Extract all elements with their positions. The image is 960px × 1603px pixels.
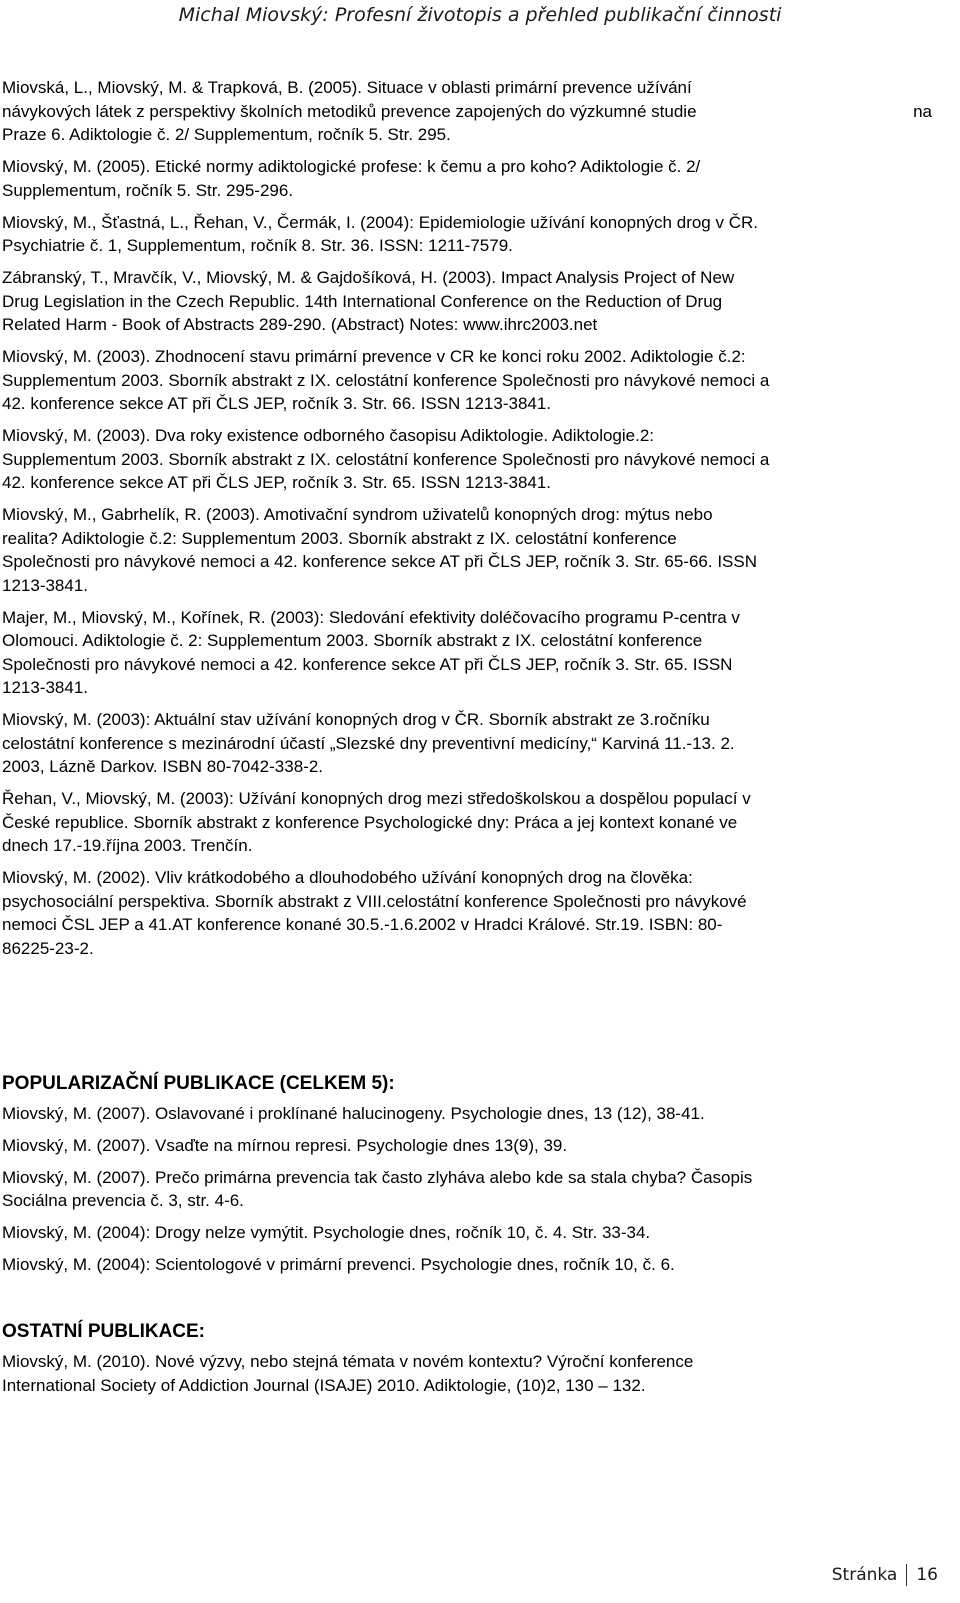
publication-line: Miovský, M. (2004): Drogy nelze vymýtit. Psychologie dnes, ročník 10, č. 4. Str. 33-34. — [2, 1223, 651, 1242]
publication-entry — [2, 1253, 932, 1277]
publication-line: Zábranský, T., Mravčík, V., Miovský, M. & Gajdošíková, H. (2003). Impact Analysis Project of New — [2, 268, 735, 287]
publication-line: Psychiatrie č. 1, Supplementum, ročník 8. Str. 36. ISSN: 1211-7579. — [2, 236, 513, 255]
publication-line: Related Harm - Book of Abstracts 289-290. (Abstract) Notes: www.ihrc2003.net — [2, 315, 598, 334]
section-heading-popular: POPULARIZAČNÍ PUBLIKACE (CELKEM 5): — [2, 1072, 395, 1094]
popular-publication-list — [2, 1102, 932, 1277]
publication-entry — [2, 155, 932, 202]
other-publication-list — [2, 1350, 932, 1397]
publication-line: celostátní konference s mezinárodní účastí „Slezské dny preventivní medicíny,“ Karviná 11.-13. 2. — [2, 733, 735, 753]
page-label: Stránka — [831, 1565, 898, 1585]
publication-line-text: návykových látek z perspektivy školních metodiků prevence zapojených do výzkumné studie — [2, 101, 697, 121]
publication-line: 1213-3841. — [2, 678, 89, 697]
publication-line: Společnosti pro návykové nemoci a 42. konference sekce AT při ČLS JEP, ročník 3. Str. 65-66. ISSN — [2, 552, 758, 571]
publication-line: dnech 17.-19.října 2003. Trenčín. — [2, 836, 253, 855]
publication-line: 86225-23-2. — [2, 938, 94, 958]
publication-line: Miovský, M. (2007). Prečo primárna prevencia tak často zlyháva alebo kde sa stala chyba? Časopis — [2, 1167, 753, 1187]
publication-entry — [2, 866, 932, 960]
publication-entry — [2, 345, 932, 416]
publication-entry — [2, 1102, 932, 1126]
publication-entry — [2, 1221, 932, 1245]
publication-entry — [2, 606, 932, 700]
publication-entry — [2, 76, 932, 147]
publication-line: Miovský, M. (2004): Scientologové v primární prevenci. Psychologie dnes, ročník 10, č. 6. — [2, 1255, 675, 1274]
publication-line-trailing: na — [913, 101, 932, 121]
publication-line: Miovský, M. (2005). Etické normy adiktologické profese: k čemu a pro koho? Adiktologie č. 2/ — [2, 157, 701, 176]
publication-line: International Society of Addiction Journal (ISAJE) 2010. Adiktologie, (10)2, 130 – 132. — [2, 1375, 646, 1395]
publication-line: Miovský, M. (2007). Oslavované i proklínané halucinogeny. Psychologie dnes, 13 (12), 38-41. — [2, 1103, 705, 1123]
publication-line: Miovská, L., Miovský, M. & Trapková, B. (2005). Situace v oblasti primární prevence užívání — [2, 78, 692, 97]
publication-line: 1213-3841. — [2, 575, 89, 595]
publication-line: Miovský, M. (2002). Vliv krátkodobého a dlouhodobého užívání konopných drog na člověka: — [2, 868, 693, 887]
page-header-title: Michal Miovský: Profesní životopis a přehled publikační činnosti — [178, 4, 782, 26]
publication-entry — [2, 1350, 932, 1397]
publication-line: Sociálna prevencia č. 3, str. 4-6. — [2, 1191, 244, 1210]
publication-line: Miovský, M. (2010). Nové výzvy, nebo stejná témata v novém kontextu? Výroční konference — [2, 1352, 694, 1371]
document-body — [2, 76, 932, 1406]
spacer — [2, 969, 932, 1071]
publication-entry — [2, 211, 932, 258]
publication-line — [2, 100, 932, 124]
publication-line: Miovský, M., Gabrhelík, R. (2003). Amotivační syndrom uživatelů konopných drog: mýtus nebo — [2, 505, 713, 524]
publication-line: Supplementum 2003. Sborník abstrakt z IX. celostátní konference Společnosti pro návykové nemoci a — [2, 449, 770, 469]
publication-line: Miovský, M. (2007). Vsaďte na mírnou represi. Psychologie dnes 13(9), 39. — [2, 1135, 568, 1155]
spacer — [2, 1285, 932, 1319]
publication-line: Supplementum 2003. Sborník abstrakt z IX. celostátní konference Společnosti pro návykové nemoci a — [2, 370, 770, 390]
publication-entry — [2, 787, 932, 858]
publication-line: nemoci ČSL JEP a 41.AT konference konané 30.5.-1.6.2002 v Hradci Králové. Str.19. ISBN: 80- — [2, 915, 723, 934]
publication-line: Majer, M., Miovský, M., Kořínek, R. (2003): Sledování efektivity doléčovacího programu P-centra v — [2, 607, 740, 627]
publication-line: Miovský, M. (2003). Dva roky existence odborného časopisu Adiktologie. Adiktologie.2: — [2, 426, 655, 445]
publication-line: Miovský, M. (2003): Aktuální stav užívání konopných drog v ČR. Sborník abstrakt ze 3.ročníku — [2, 710, 710, 729]
publication-line: Olomouci. Adiktologie č. 2: Supplementum 2003. Sborník abstrakt z IX. celostátní konference — [2, 631, 703, 650]
publication-entry — [2, 503, 932, 597]
publication-entry — [2, 1166, 932, 1213]
publication-entry — [2, 424, 932, 495]
page-header — [0, 2, 960, 28]
footer-divider — [906, 1564, 907, 1586]
section-heading-other: OSTATNÍ PUBLIKACE: — [2, 1321, 206, 1342]
publication-line: Miovský, M., Šťastná, L., Řehan, V., Čermák, I. (2004): Epidemiologie užívání konopných drog v ČR. — [2, 212, 758, 232]
publication-line: Drug Legislation in the Czech Republic. 14th International Conference on the Reduction of Drug — [2, 291, 723, 311]
publication-list — [2, 76, 932, 960]
publication-line: realita? Adiktologie č.2: Supplementum 2003. Sborník abstrakt z IX. celostátní konference — [2, 528, 677, 548]
publication-line: Praze 6. Adiktologie č. 2/ Supplementum, ročník 5. Str. 295. — [2, 125, 451, 144]
page-footer — [832, 1562, 938, 1588]
publication-entry — [2, 1134, 932, 1158]
publication-line: 42. konference sekce AT při ČLS JEP, ročník 3. Str. 65. ISSN 1213-3841. — [2, 473, 552, 492]
publication-line: Supplementum, ročník 5. Str. 295-296. — [2, 180, 294, 200]
publication-entry — [2, 708, 932, 779]
publication-line: České republice. Sborník abstrakt z konference Psychologické dny: Práca a jej kontext konané ve — [2, 812, 738, 832]
publication-line: 42. konference sekce AT při ČLS JEP, ročník 3. Str. 66. ISSN 1213-3841. — [2, 394, 552, 413]
page-number: 16 — [916, 1565, 938, 1585]
publication-line: psychosociální perspektiva. Sborník abstrakt z VIII.celostátní konference Společnosti pro návykové — [2, 891, 747, 911]
publication-entry — [2, 266, 932, 337]
publication-line: 2003, Lázně Darkov. ISBN 80-7042-338-2. — [2, 757, 323, 776]
publication-line: Společnosti pro návykové nemoci a 42. konference sekce AT při ČLS JEP, ročník 3. Str. 65. ISSN — [2, 654, 733, 674]
publication-line: Řehan, V., Miovský, M. (2003): Užívání konopných drog mezi středoškolskou a dospělou populací v — [2, 789, 751, 808]
publication-line: Miovský, M. (2003). Zhodnocení stavu primární prevence v CR ke konci roku 2002. Adiktologie č.2: — [2, 347, 746, 366]
